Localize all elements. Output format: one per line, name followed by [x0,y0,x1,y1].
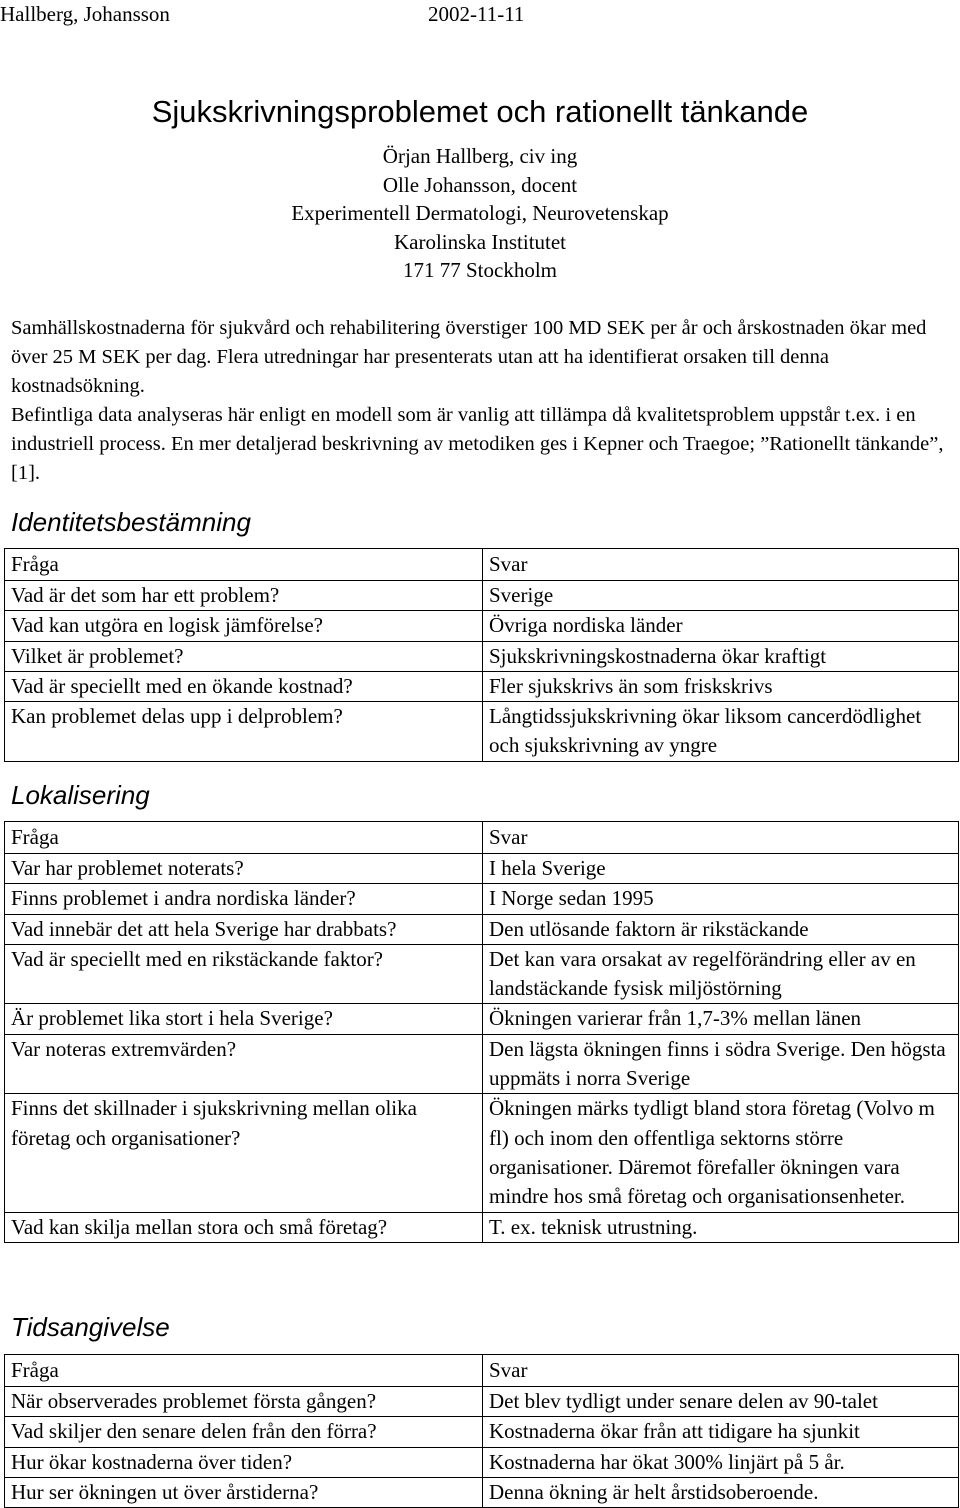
answer-cell: Ökningen varierar från 1,7-3% mellan länen [483,1004,959,1034]
author-line: 171 77 Stockholm [402,258,557,283]
question-cell: Vilket är problemet? [5,641,483,671]
section-heading: Lokalisering [11,780,150,810]
question-cell: När observerades problemet första gången? [5,1387,483,1417]
author-line: Experimentell Dermatologi, Neurovetenskap [291,201,669,226]
answer-header: Svar [483,822,959,854]
question-cell: Hur ökar kostnaderna över tiden? [5,1447,483,1477]
answer-cell: Sverige [483,581,959,611]
question-cell: Vad är speciellt med en ökande kostnad? [5,671,483,701]
answer-cell: Kostnaderna har ökat 300% linjärt på 5 år. [483,1447,959,1477]
table-header-row [5,822,959,854]
header-authors: Hallberg, Johansson [0,2,170,26]
question-header: Fråga [5,1355,483,1387]
table-row [5,1387,959,1417]
question-cell: Var har problemet noterats? [5,854,483,884]
question-cell: Var noteras extremvärden? [5,1034,483,1094]
table-row [5,1447,959,1477]
qa-table-location [4,821,959,1243]
table-row [5,884,959,914]
question-cell: Vad kan skilja mellan stora och små företag? [5,1212,483,1242]
question-cell: Vad skiljer den senare delen från den förra? [5,1417,483,1447]
table-row [5,1212,959,1242]
answer-cell: Sjukskrivningskostnaderna ökar kraftigt [483,641,959,671]
table-row [5,914,959,944]
table-row [5,1477,959,1507]
answer-cell: Den utlösande faktorn är rikstäckande [483,914,959,944]
page-header [0,2,960,28]
question-cell: Kan problemet delas upp i delproblem? [5,702,483,762]
answer-cell: Kostnaderna ökar från att tidigare ha sjunkit [483,1417,959,1447]
intro-paragraph: Befintliga data analyseras här enligt en modell som är vanlig att tillämpa då kvalitetsproblem uppstår t.ex. i en industriell process. En mer detaljerad beskrivning av metodiken ges i Kepner och Traegoe; ”Rationellt tänkande”, [1]. [11,404,944,484]
question-cell: Är problemet lika stort i hela Sverige? [5,1004,483,1034]
table-row [5,1094,959,1212]
section-heading: Tidsangivelse [11,1312,170,1342]
table-header-row [5,549,959,581]
answer-cell: Fler sjukskrivs än som friskskrivs [483,671,959,701]
answer-cell: Övriga nordiska länder [483,611,959,641]
question-cell: Vad är speciellt med en rikstäckande faktor? [5,944,483,1004]
table-row [5,1034,959,1094]
table-row [5,854,959,884]
table-row [5,702,959,762]
answer-header: Svar [483,1355,959,1387]
answer-cell: Ökningen märks tydligt bland stora företag (Volvo m fl) och inom den offentliga sektorns större organisationer. Däremot förefaller ökningen vara mindre hos små företag och organisationsenheter. [483,1094,959,1212]
qa-table-identity [4,548,959,762]
header-date: 2002-11-11 [428,2,525,26]
answer-cell: I Norge sedan 1995 [483,884,959,914]
answer-cell: Långtidssjukskrivning ökar liksom cancerdödlighet och sjukskrivning av yngre [483,702,959,762]
table-row [5,1417,959,1447]
answer-cell: Det blev tydligt under senare delen av 90-talet [483,1387,959,1417]
table-row [5,671,959,701]
qa-table-time [4,1354,959,1508]
table-row [5,1004,959,1034]
intro-text [11,314,956,488]
author-line: Karolinska Institutet [393,229,567,254]
question-cell: Finns det skillnader i sjukskrivning mellan olika företag och organisationer? [5,1094,483,1212]
section-heading: Identitetsbestämning [11,507,251,537]
table-row [5,611,959,641]
table-row [5,641,959,671]
table-header-row [5,1355,959,1387]
author-block [0,142,960,285]
answer-cell: Det kan vara orsakat av regelförändring eller av en landstäckande fysisk miljöstörning [483,944,959,1004]
question-cell: Vad innebär det att hela Sverige har drabbats? [5,914,483,944]
author-line: Olle Johansson, docent [382,172,578,197]
table-row [5,581,959,611]
question-cell: Hur ser ökningen ut över årstiderna? [5,1477,483,1507]
question-cell: Finns problemet i andra nordiska länder? [5,884,483,914]
question-cell: Vad är det som har ett problem? [5,581,483,611]
answer-header: Svar [483,549,959,581]
intro-paragraph: Samhällskostnaderna för sjukvård och rehabilitering överstiger 100 MD SEK per år och årskostnaden ökar med över 25 M SEK per dag. Flera utredningar har presenterats utan att ha identifierat orsaken till denna kostnadsökning. [11,317,927,397]
author-line: Örjan Hallberg, civ ing [382,144,578,168]
answer-cell: I hela Sverige [483,854,959,884]
table-row [5,944,959,1004]
question-cell: Vad kan utgöra en logisk jämförelse? [5,611,483,641]
answer-cell: T. ex. teknisk utrustning. [483,1212,959,1242]
answer-cell: Denna ökning är helt årstidsoberoende. [483,1477,959,1507]
question-header: Fråga [5,822,483,854]
question-header: Fråga [5,549,483,581]
answer-cell: Den lägsta ökningen finns i södra Sverige. Den högsta uppmäts i norra Sverige [483,1034,959,1094]
document-title: Sjukskrivningsproblemet och rationellt tänkande [151,94,809,129]
